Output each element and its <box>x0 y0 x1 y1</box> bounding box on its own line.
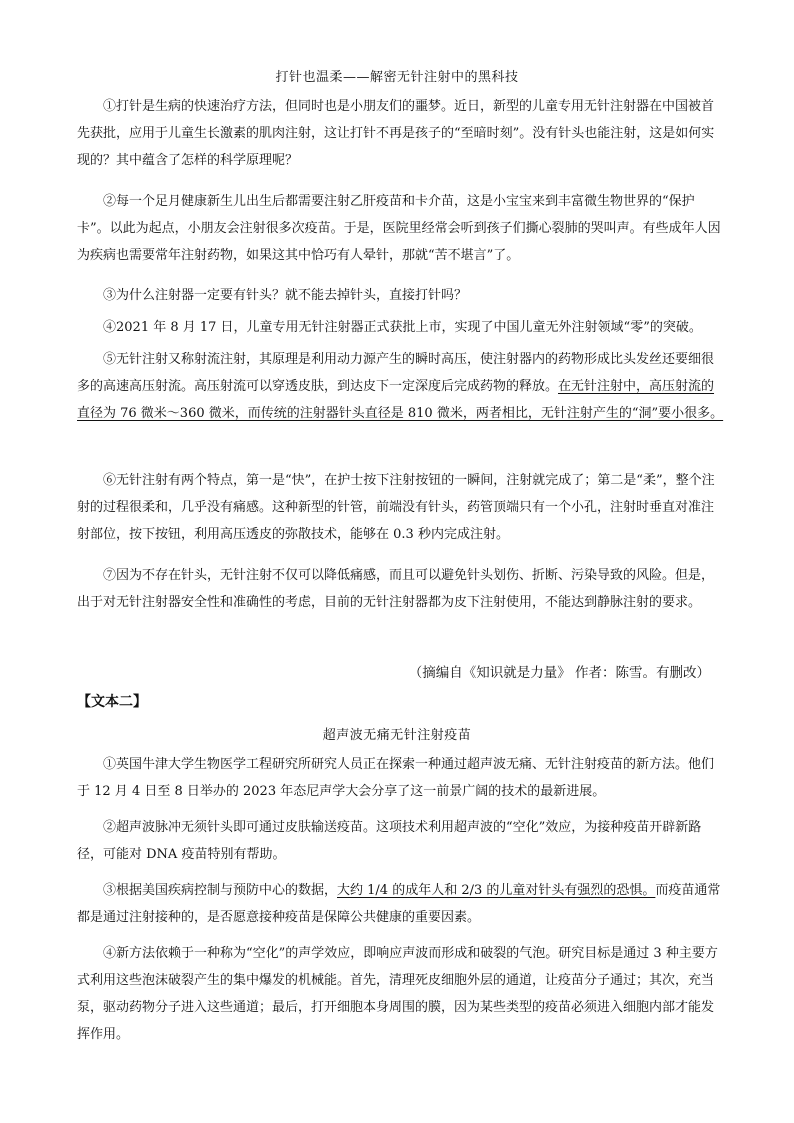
text1-paragraph-5 <box>77 346 724 427</box>
text2-label: 【文本二】 <box>77 694 147 710</box>
text1-source: （摘编自《知识就是力量》 作者：陈雪。有删改） <box>408 665 710 681</box>
text1-title: 打针也温柔——解密无针注射中的黑科技 <box>275 70 519 85</box>
text1-paragraph-5-underlined: 在无针注射中，高压射流的直径为 76 微米～360 微米，而传统的注射器针头直径是 810 微米，两者相比，无针注射产生的“洞”要小很多。 <box>77 379 724 421</box>
text2-paragraph-4: ④新方法依赖于一种称为“空化”的声学效应，即响应声波而形成和破裂的气泡。研究目标是通过 3 种主要方式利用这些泡沫破裂产生的集中爆发的机械能。首先，清理死皮细胞外层的通道，让疫苗分子通过；其次，充当泵，驱动药物分子进入这些通道；最后，打开细胞本身周围的膜，因为某些类型的疫苗必须进入细胞内部才能发挥作用。 <box>77 946 718 1042</box>
text1-paragraph-6: ⑥无针注射有两个特点，第一是“快”，在护士按下注射按钮的一瞬间，注射就完成了；第二是“柔”，整个注射的过程很柔和，几乎没有痛感。这种新型的针管，前端没有针头，药管顶端只有一个小孔，注射时垂直对准注射部位，按下按钮，利用高压透皮的弥散技术，能够在 0.3 秒内完成注射。 <box>77 473 715 542</box>
text2-paragraph-1: ①英国牛津大学生物医学工程研究所研究人员正在探索一种通过超声波无痛、无针注射疫苗的新方法。他们于 12 月 4 日至 8 日举办的 2023 年态尼声学大会分享了这一前景广阔的技术的最新进展。 <box>77 757 715 799</box>
text1-paragraph-4: ④2021 年 8 月 17 日，儿童专用无针注射器正式获批上市，实现了中国儿童无外注射领域“零”的突破。 <box>103 320 702 335</box>
text2-paragraph-3-underlined: 大约 1/4 的成年人和 2/3 的儿童对针头有强烈的恐惧。 <box>337 883 656 898</box>
text1-paragraph-1: ①打针是生病的快速治疗方法，但同时也是小朋友们的噩梦。近日，新型的儿童专用无针注射器在中国被首先获批，应用于儿童生长激素的肌肉注射，这让打针不再是孩子的“至暗时刻”。没有针头也能注射，这是如何实现的？其中蕴含了怎样的科学原理呢？ <box>77 99 715 168</box>
text1-paragraph-3: ③为什么注射器一定要有针头？就不能去掉针头，直接打针吗？ <box>103 288 468 303</box>
text1-paragraph-7: ⑦因为不存在针头，无针注射不仅可以降低痛感，而且可以避免针头划伤、折断、污染导致的风险。但是，出于对无针注射器安全性和准确性的考虑，目前的无针注射器都为皮下注射使用，不能达到静脉注射的要求。 <box>77 568 715 610</box>
text2-paragraph-3 <box>77 877 724 931</box>
text2-paragraph-3-text: ③根据美国疾病控制与预防中心的数据， <box>103 883 338 898</box>
text2-title: 超声波无痛无针注射疫苗 <box>322 728 472 743</box>
text1-paragraph-5-text: ⑤无针注射又称射流注射，其原理是利用动力源产生的瞬时高压，使注射器内的药物形成比头发丝还要细很多的高速高压射流。高压射流可以穿透皮肤，到达皮下一定深度后完成药物的释放。 <box>77 352 715 394</box>
text2-paragraph-2: ②超声波脉冲无须针头即可通过皮肤输送疫苗。这项技术利用超声波的“空化”效应，为接种疫苗开辟新路径，可能对 DNA 疫苗特别有帮助。 <box>77 820 702 862</box>
text1-paragraph-2: ②每一个足月健康新生儿出生后都需要注射乙肝疫苗和卡介苗，这是小宝宝来到丰富微生物世界的“保护卡”。以此为起点，小朋友会注射很多次疫苗。于是，医院里经常会听到孩子们撕心裂肺的哭叫声。有些成年人因为疾病也需要常年注射药物，如果这其中恰巧有人晕针，那就“苦不堪言”了。 <box>77 194 721 263</box>
text2-paragraph-3-text-end: 而疫苗通常都是通过注射接种的，是否愿意接种疫苗是保障公共健康的重要因素。 <box>77 883 721 925</box>
